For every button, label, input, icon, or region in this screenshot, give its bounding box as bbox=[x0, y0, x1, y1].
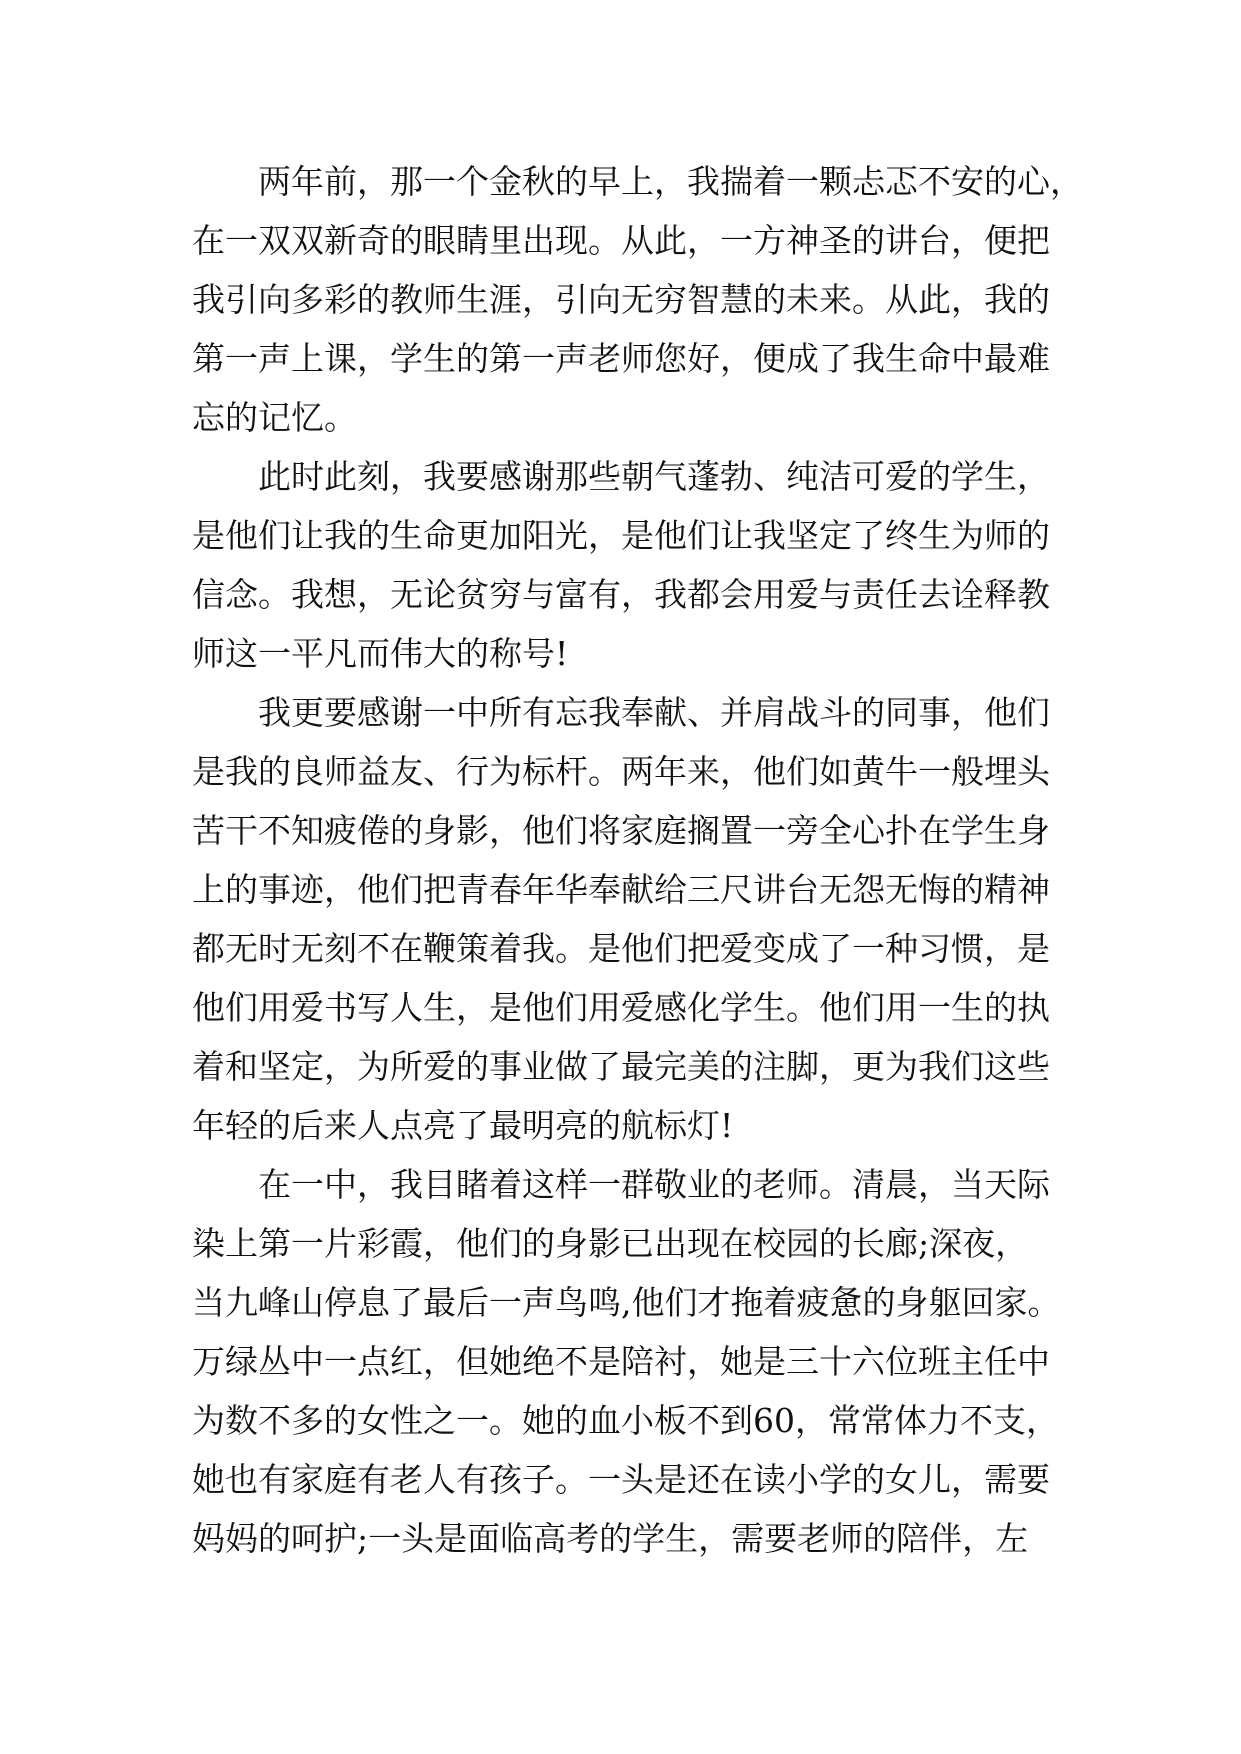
text-line: 是他们让我的生命更加阳光，是他们让我坚定了终生为师的 bbox=[192, 516, 1050, 555]
text-line: 此时此刻，我要感谢那些朝气蓬勃、纯洁可爱的学生， bbox=[258, 457, 1050, 496]
text-line: 都无时无刻不在鞭策着我。是他们把爱变成了一种习惯，是 bbox=[192, 929, 1050, 968]
text-line: 第一声上课，学生的第一声老师您好，便成了我生命中最难 bbox=[192, 339, 1050, 378]
text-line: 为数不多的女性之一。她的血小板不到60，常常体力不支， bbox=[192, 1401, 1059, 1440]
text-line: 我更要感谢一中所有忘我奉献、并肩战斗的同事，他们 bbox=[258, 693, 1050, 732]
document-body bbox=[192, 152, 1083, 1568]
text-line: 苦干不知疲倦的身影，他们将家庭搁置一旁全心扑在学生身 bbox=[192, 811, 1050, 850]
text-line: 她也有家庭有老人有孩子。一头是还在读小学的女儿，需要 bbox=[192, 1460, 1050, 1499]
text-line: 万绿丛中一点红，但她绝不是陪衬，她是三十六位班主任中 bbox=[192, 1342, 1050, 1381]
paragraph-3 bbox=[192, 683, 1052, 1155]
text-line: 着和坚定，为所爱的事业做了最完美的注脚，更为我们这些 bbox=[192, 1047, 1050, 1086]
text-line: 染上第一片彩霞，他们的身影已出现在校园的长廊;深夜， bbox=[192, 1224, 1029, 1263]
text-line: 在一双双新奇的眼睛里出现。从此，一方神圣的讲台，便把 bbox=[192, 221, 1050, 260]
text-line: 我引向多彩的教师生涯，引向无穷智慧的未来。从此，我的 bbox=[192, 280, 1050, 319]
text-line: 上的事迹，他们把青春年华奉献给三尺讲台无怨无悔的精神 bbox=[192, 870, 1050, 909]
text-line: 当九峰山停息了最后一声鸟鸣,他们才拖着疲惫的身躯回家。 bbox=[192, 1283, 1061, 1322]
paragraph-1 bbox=[192, 152, 1083, 447]
text-line: 是我的良师益友、行为标杆。两年来，他们如黄牛一般埋头 bbox=[192, 752, 1050, 791]
text-line: 两年前，那一个金秋的早上，我揣着一颗忐忑不安的心， bbox=[258, 162, 1083, 201]
text-line: 忘的记忆。 bbox=[192, 398, 357, 437]
paragraph-4 bbox=[192, 1155, 1061, 1568]
text-line: 信念。我想，无论贫穷与富有，我都会用爱与责任去诠释教 bbox=[192, 575, 1050, 614]
text-line: 在一中，我目睹着这样一群敬业的老师。清晨，当天际 bbox=[258, 1165, 1050, 1204]
text-line: 他们用爱书写人生，是他们用爱感化学生。他们用一生的执 bbox=[192, 988, 1050, 1027]
text-line: 年轻的后来人点亮了最明亮的航标灯! bbox=[192, 1106, 734, 1145]
text-line: 妈妈的呵护;一头是面临高考的学生，需要老师的陪伴，左 bbox=[192, 1519, 1029, 1558]
text-line: 师这一平凡而伟大的称号! bbox=[192, 634, 569, 673]
paragraph-2 bbox=[192, 447, 1052, 683]
